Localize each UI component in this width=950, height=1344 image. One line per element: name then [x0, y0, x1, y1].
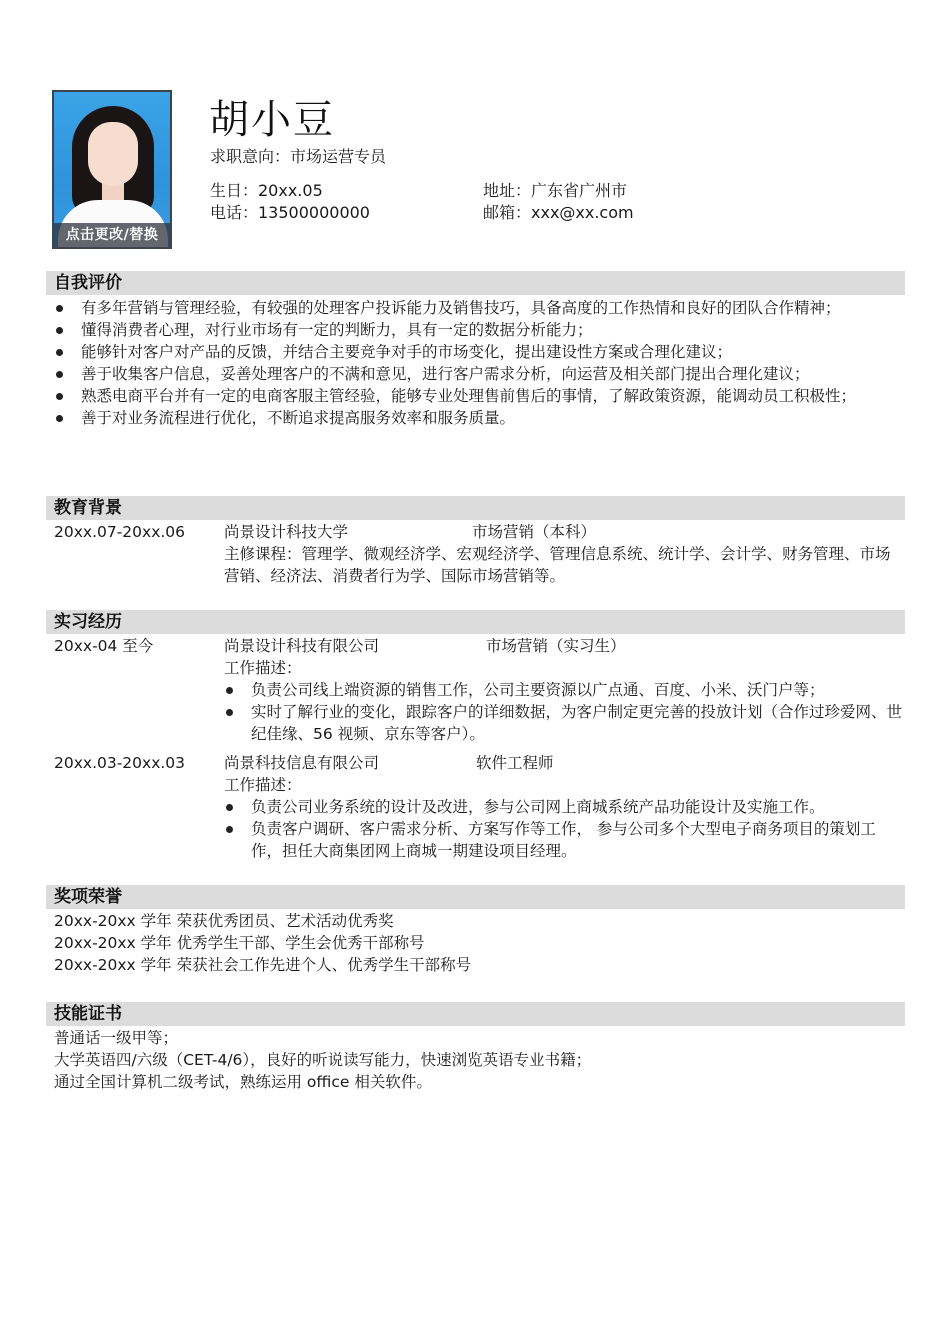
skill-item: 通过全国计算机二级考试，熟练运用 office 相关软件。	[54, 1073, 432, 1091]
section-title-awards: 奖项荣誉	[46, 885, 905, 909]
award-item: 20xx-20xx 学年 优秀学生干部、学生会优秀干部称号	[54, 934, 425, 952]
section-title-internship: 实习经历	[46, 610, 905, 634]
photo-replace-caption[interactable]: 点击更改/替换	[54, 223, 170, 247]
job-desc-label: 工作描述：	[224, 776, 302, 794]
section-title-self-eval: 自我评价	[46, 271, 905, 295]
list-item: 能够针对客户对产品的反馈，并结合主要竞争对手的市场变化，提出建设性方案或合理化建议；	[54, 341, 904, 363]
section-title-education: 教育背景	[46, 496, 905, 520]
skill-item: 大学英语四/六级（CET-4/6），良好的听说读写能力，快速浏览英语专业书籍；	[54, 1051, 592, 1069]
phone-info: 电话：13500000000	[210, 203, 370, 222]
education-school: 尚景设计科技大学	[224, 523, 349, 541]
candidate-name: 胡小豆	[209, 97, 335, 143]
job-role: 软件工程师	[476, 754, 554, 772]
skill-item: 普通话一级甲等；	[54, 1029, 179, 1047]
education-major: 市场营销（本科）	[472, 523, 597, 541]
section-title-skills: 技能证书	[46, 1002, 905, 1026]
photo-face	[88, 122, 138, 186]
job-date: 20xx.03-20xx.03	[54, 754, 186, 772]
list-item: 实时了解行业的变化，跟踪客户的详细数据，为客户制定更完善的投放计划（合作过珍爱网、世纪佳缘、56 视频、京东等客户）。	[224, 701, 904, 745]
birth-info: 生日：20xx.05	[210, 181, 323, 200]
job-company: 尚景设计科技有限公司	[224, 637, 380, 655]
list-item: 负责客户调研、客户需求分析、方案写作等工作， 参与公司多个大型电子商务项目的策划工作，担任大商集团网上商城一期建设项目经理。	[224, 818, 904, 862]
self-eval-list	[54, 297, 904, 429]
job-role: 市场营销（实习生）	[486, 637, 626, 655]
education-entry	[54, 521, 904, 587]
list-item: 有多年营销与管理经验，有较强的处理客户投诉能力及销售技巧，具备高度的工作热情和良好的团队合作精神；	[54, 297, 904, 319]
profile-photo[interactable]	[52, 90, 172, 249]
job-desc-label: 工作描述：	[224, 659, 302, 677]
list-item: 懂得消费者心理，对行业市场有一定的判断力，具有一定的数据分析能力；	[54, 319, 904, 341]
education-courses: 主修课程：管理学、微观经济学、宏观经济学、管理信息系统、统计学、会计学、财务管理、市场营销、经济法、消费者行为学、国际市场营销等。	[224, 545, 891, 585]
address-info: 地址：广东省广州市	[483, 181, 628, 200]
list-item: 善于收集客户信息，妥善处理客户的不满和意见，进行客户需求分析，向运营及相关部门提出合理化建议；	[54, 363, 904, 385]
email-info: 邮箱：xxx@xx.com	[483, 203, 634, 222]
job-company: 尚景科技信息有限公司	[224, 754, 380, 772]
list-item: 善于对业务流程进行优化，不断追求提高服务效率和服务质量。	[54, 407, 904, 429]
list-item: 负责公司线上端资源的销售工作，公司主要资源以广点通、百度、小米、沃门户等；	[224, 679, 904, 701]
awards-list	[54, 910, 904, 976]
internship-entry	[54, 752, 904, 862]
education-date: 20xx.07-20xx.06	[54, 523, 186, 541]
job-date: 20xx-04 至今	[54, 637, 154, 655]
list-item: 负责公司业务系统的设计及改进，参与公司网上商城系统产品功能设计及实施工作。	[224, 796, 904, 818]
skills-list	[54, 1027, 904, 1093]
internship-entry	[54, 635, 904, 745]
award-item: 20xx-20xx 学年 荣获社会工作先进个人、优秀学生干部称号	[54, 956, 472, 974]
award-item: 20xx-20xx 学年 荣获优秀团员、艺术活动优秀奖	[54, 912, 394, 930]
job-intent: 求职意向：市场运营专员	[210, 147, 387, 166]
list-item: 熟悉电商平台并有一定的电商客服主管经验，能够专业处理售前售后的事情，了解政策资源，能调动员工积极性；	[54, 385, 904, 407]
